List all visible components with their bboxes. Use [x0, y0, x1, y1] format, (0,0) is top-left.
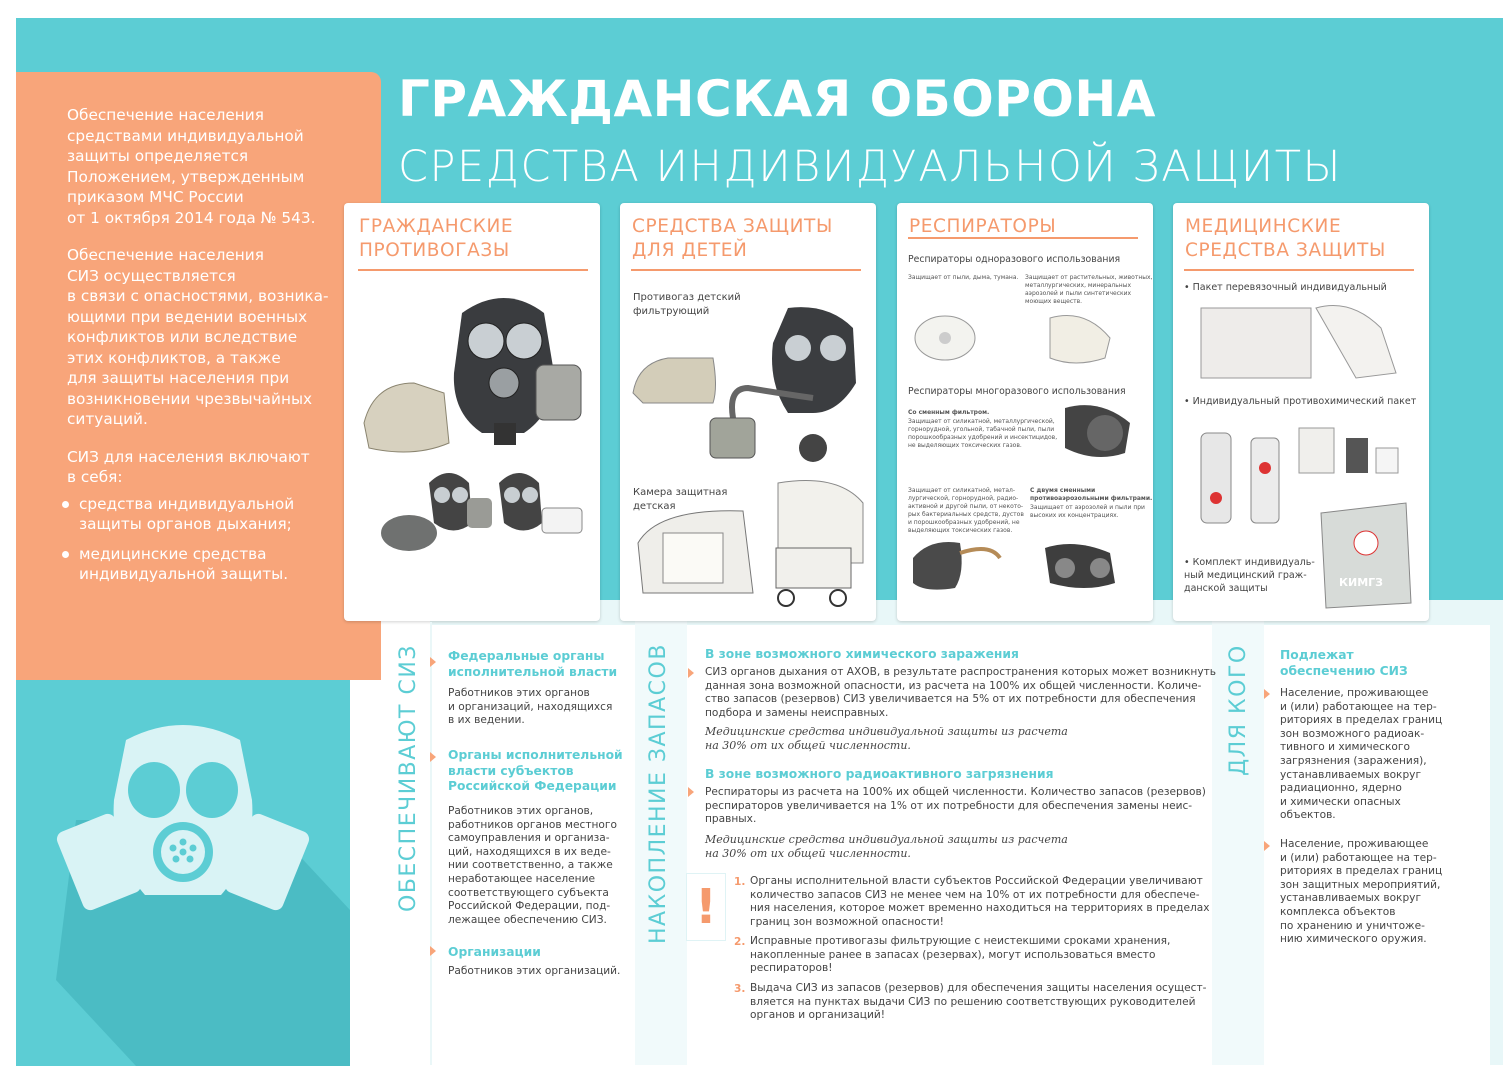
reusable-head-1: Со сменным фильтром. [908, 409, 990, 416]
respirators-illustration [905, 298, 1145, 608]
federal-organs-heading: Федеральные органы исполнительной власти [448, 649, 618, 679]
reusable-note-2: Защищает от силикатной, метал- лургической, горнорудной, радио- активной и другой пыли, от некото- рых бактериальных средств, дустов и порошкообразных удобрений, не выделяющих токсических газов. [908, 487, 1024, 534]
note-number: 2. [734, 936, 746, 948]
note-text: Выдача СИЗ из запасов (резервов) для обеспечения защиты населения осущест- вляется на пунктах выдачи СИЗ по решению соответствующих руководителей органов и организаций! [750, 982, 1207, 1022]
card-children-protection [620, 203, 876, 621]
subject-heading: Подлежат обеспечению СИЗ [1280, 648, 1408, 678]
organizations-text: Работников этих организаций. [448, 965, 621, 977]
intro-bullet-list [67, 494, 367, 585]
card-title: ГРАЖДАНСКИЕ ПРОТИВОГАЗЫ [359, 216, 514, 261]
card-title-rule [631, 269, 861, 271]
bullet-arrow [688, 787, 694, 797]
chemical-zone-heading: В зоне возможного химического заражения [705, 647, 1019, 661]
chemical-zone-medical-note: Медицинские средства индивидуальной защиты из расчета на 30% от их общей численности. [705, 725, 1068, 752]
reusable-note-3: Защищает от аэрозолей и пыли при высоких их концентрациях. [1030, 504, 1145, 519]
medical-kit-label: • Комплект индивидуаль- ный медицинский граж- данской защиты [1184, 557, 1315, 594]
disposable-note-1: Защищает от пыли, дыма, тумана. [908, 274, 1019, 281]
bullet-arrow [1264, 689, 1270, 699]
bullet-arrow [430, 657, 436, 667]
intro-bullet: медицинские средства индивидуальной защиты. [67, 544, 367, 585]
subject-text-2: Население, проживающее и (или) работающее на тер- риториях в пределах границ зон защитных мероприятий, устанавливаемых вокруг комплекса объектов по хранению и уничтоже- нию химического оружия. [1280, 838, 1443, 946]
card-gas-masks [344, 203, 600, 621]
card-respirators [897, 203, 1153, 621]
note-text: Исправные противогазы фильтрующие с неистекшими сроками хранения, накопленные ранее в запасах (резервах), могут использоваться вместо респираторов! [750, 935, 1171, 975]
chemical-zone-text: СИЗ органов дыхания от АХОВ, в результате распространения которых может возникнуть данная зона возможной опасности, из расчета на 100% их общей численности. Количе- ство запасов (резервов) СИЗ увеличивается на 5% от их потребности для обеспечения подбора и замены неисправных. [705, 666, 1217, 719]
dressing-package-label: • Пакет перевязочный индивидуальный [1184, 282, 1387, 293]
radiation-zone-text: Респираторы из расчета на 100% их общей численности. Количество запасов (резервов) респираторов увеличивается на 1% от их потребности для обеспечения замены неис- правных. [705, 786, 1206, 826]
child-chamber-label: Камера защитная детская [633, 487, 728, 512]
note-text: Органы исполнительной власти субъектов Российской Федерации увеличивают количество запасов СИЗ не менее чем на 10% от их потребности для обеспече- ния населения, которое может временно находиться на территориях в пределах границ зон возможной опасности! [750, 875, 1210, 928]
reusable-note-1: Защищает от силикатной, металлургической, горнорудной, угольной, табачной пыли, пыли порошкообразных удобрений и инсектицидов, не выделяющих токсических газов. [908, 418, 1058, 449]
disposable-note-2: Защищает от растительных, животных, металлургических, минеральных аэрозолей и пыли синтетических моющих веществ. [1025, 274, 1153, 305]
kit-label-text: КИМГЗ [1339, 576, 1383, 589]
whom-section-vertical-title: ДЛЯ КОГО [1226, 644, 1251, 776]
children-equipment-illustration [628, 303, 868, 613]
card-title: СРЕДСТВА ЗАЩИТЫ ДЛЯ ДЕТЕЙ [632, 216, 833, 261]
radiation-zone-medical-note: Медицинские средства индивидуальной защиты из расчета на 30% от их общей численности. [705, 833, 1068, 860]
intro-paragraph-1: Обеспечение населения средствами индивидуальной защиты определяется Положением, утвержденным приказом МЧС России от 1 октября 2014 года № 543. [67, 106, 316, 227]
provide-section-vertical-title: ОБЕСПЕЧИВАЮТ СИЗ [396, 644, 421, 912]
organizations-heading: Организации [448, 945, 541, 959]
card-title-rule [908, 237, 1138, 239]
child-gas-mask-label: Противогаз детский фильтрующий [633, 292, 741, 317]
gas-mask-icon [16, 680, 350, 1066]
bullet-arrow [1264, 841, 1270, 851]
card-title: РЕСПИРАТОРЫ [909, 216, 1057, 237]
page-title: ГРАЖДАНСКАЯ ОБОРОНА [398, 70, 1156, 128]
antichemical-package-label: • Индивидуальный противохимический пакет [1184, 396, 1417, 407]
page-subtitle: СРЕДСТВА ИНДИВИДУАЛЬНОЙ ЗАЩИТЫ [398, 142, 1342, 192]
medical-equipment-illustration [1181, 298, 1421, 618]
card-medical-protection [1173, 203, 1429, 621]
stock-section-vertical-title: НАКОПЛЕНИЕ ЗАПАСОВ [646, 643, 671, 944]
gas-mask-icon-panel [16, 680, 350, 1066]
reusable-head-3: С двумя сменными противоаэрозольными фильтрами. [1030, 487, 1153, 502]
regional-organs-text: Работников этих органов, работников органов местного самоуправления и организа- ций, находящихся в их веде- нии соответственно, а также неработающее население соответствующего субъекта Российской Федерации, под- лежащее обеспечению СИЗ. [448, 805, 617, 926]
provide-separator [430, 622, 432, 1065]
bullet-arrow [430, 752, 436, 762]
radiation-zone-heading: В зоне возможного радиоактивного загрязнения [705, 767, 1054, 781]
intro-paragraph-2: Обеспечение населения СИЗ осуществляется в связи с опасностями, возника- ющими при ведении военных конфликтов или вследствие этих конфликтов, а также для защиты населения при возникновении чрезвычайных ситуаций. [67, 246, 329, 428]
subject-text-1: Население, проживающее и (или) работающее на тер- риториях в пределах границ зон возможного радиоак- тивного и химического загрязнения (заражения), устанавливаемых вокруг радиационно, ядерно и химически опасных объектов. [1280, 687, 1443, 822]
card-title-rule [1184, 269, 1414, 271]
card-title: МЕДИЦИНСКИЕ СРЕДСТВА ЗАЩИТЫ [1185, 216, 1386, 261]
reusable-respirators-label: Респираторы многоразового использования [908, 386, 1126, 397]
note-number: 1. [734, 876, 746, 888]
card-title-rule [358, 269, 588, 271]
warning-icon: ! [695, 879, 717, 935]
bullet-arrow [430, 946, 436, 956]
federal-organs-text: Работников этих органов и организаций, находящихся в их ведении. [448, 687, 613, 727]
disposable-respirators-label: Респираторы одноразового использования [908, 254, 1121, 265]
intro-text [67, 105, 367, 594]
warning-badge [686, 873, 726, 941]
bullet-arrow [688, 668, 694, 678]
gas-mask-illustration [354, 283, 590, 613]
right-edge-strip [1490, 600, 1503, 1065]
regional-organs-heading: Органы исполнительной власти субъектов Российской Федерации [448, 748, 623, 793]
intro-paragraph-3: СИЗ для населения включают в себя: [67, 447, 310, 486]
intro-bullet: средства индивидуальной защиты органов дыхания; [67, 494, 367, 535]
note-number: 3. [734, 983, 746, 995]
